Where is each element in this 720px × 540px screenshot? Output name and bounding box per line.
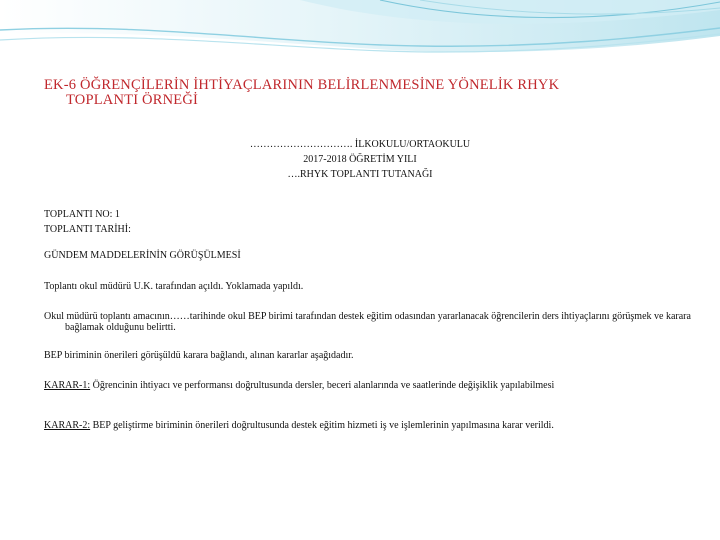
school-line: …………………………. İLKOKULU/ORTAOKULU xyxy=(249,139,471,150)
meeting-number: TOPLANTI NO: 1 xyxy=(44,209,120,220)
decision-2-label: KARAR-2: xyxy=(44,420,91,431)
decorative-wave-banner xyxy=(0,0,720,60)
document-title xyxy=(44,78,684,108)
agenda-heading: GÜNDEM MADDELERİNİN GÖRÜŞÜLMESİ xyxy=(44,250,241,261)
decision-1-label: KARAR-1: xyxy=(44,380,91,391)
decision-1 xyxy=(44,380,695,391)
academic-year-line: 2017-2018 ÖĞRETİM YILI xyxy=(303,154,417,165)
decision-2-text: BEP geliştirme biriminin önerileri doğrultusunda destek eğitim hizmeti iş ve işlemlerinin yapılmasına karar verildi. xyxy=(90,420,554,431)
decision-2 xyxy=(44,420,695,431)
paragraph-purpose: Okul müdürü toplantı amacının……tarihinde okul BEP birimi tarafından destek eğitim odasından yararlanacak öğrencilerin ders ihtiyaçlarını görüşmek ve karara bağlamak olduğunu belirtti. xyxy=(44,311,691,333)
decision-1-text: Öğrencinin ihtiyacı ve performansı doğrultusunda dersler, beceri alanlarında ve saatlerinde değişiklik yapılabilmesi xyxy=(90,380,555,391)
title-line-2: TOPLANTI ÖRNEĞİ xyxy=(66,92,199,108)
paragraph-decisions-intro: BEP biriminin önerileri görüşüldü karara bağlandı, alınan kararlar aşağıdadır. xyxy=(44,350,354,361)
meeting-date: TOPLANTI TARİHİ: xyxy=(44,224,131,235)
title-line-1: EK-6 ÖĞRENÇİLERİN İHTİYAÇLARININ BELİRLENMESİNE YÖNELİK RHYK xyxy=(44,77,560,93)
paragraph-opening: Toplantı okul müdürü U.K. tarafından açıldı. Yoklamada yapıldı. xyxy=(44,281,304,292)
minutes-title-line: ….RHYK TOPLANTI TUTANAĞI xyxy=(287,169,433,180)
